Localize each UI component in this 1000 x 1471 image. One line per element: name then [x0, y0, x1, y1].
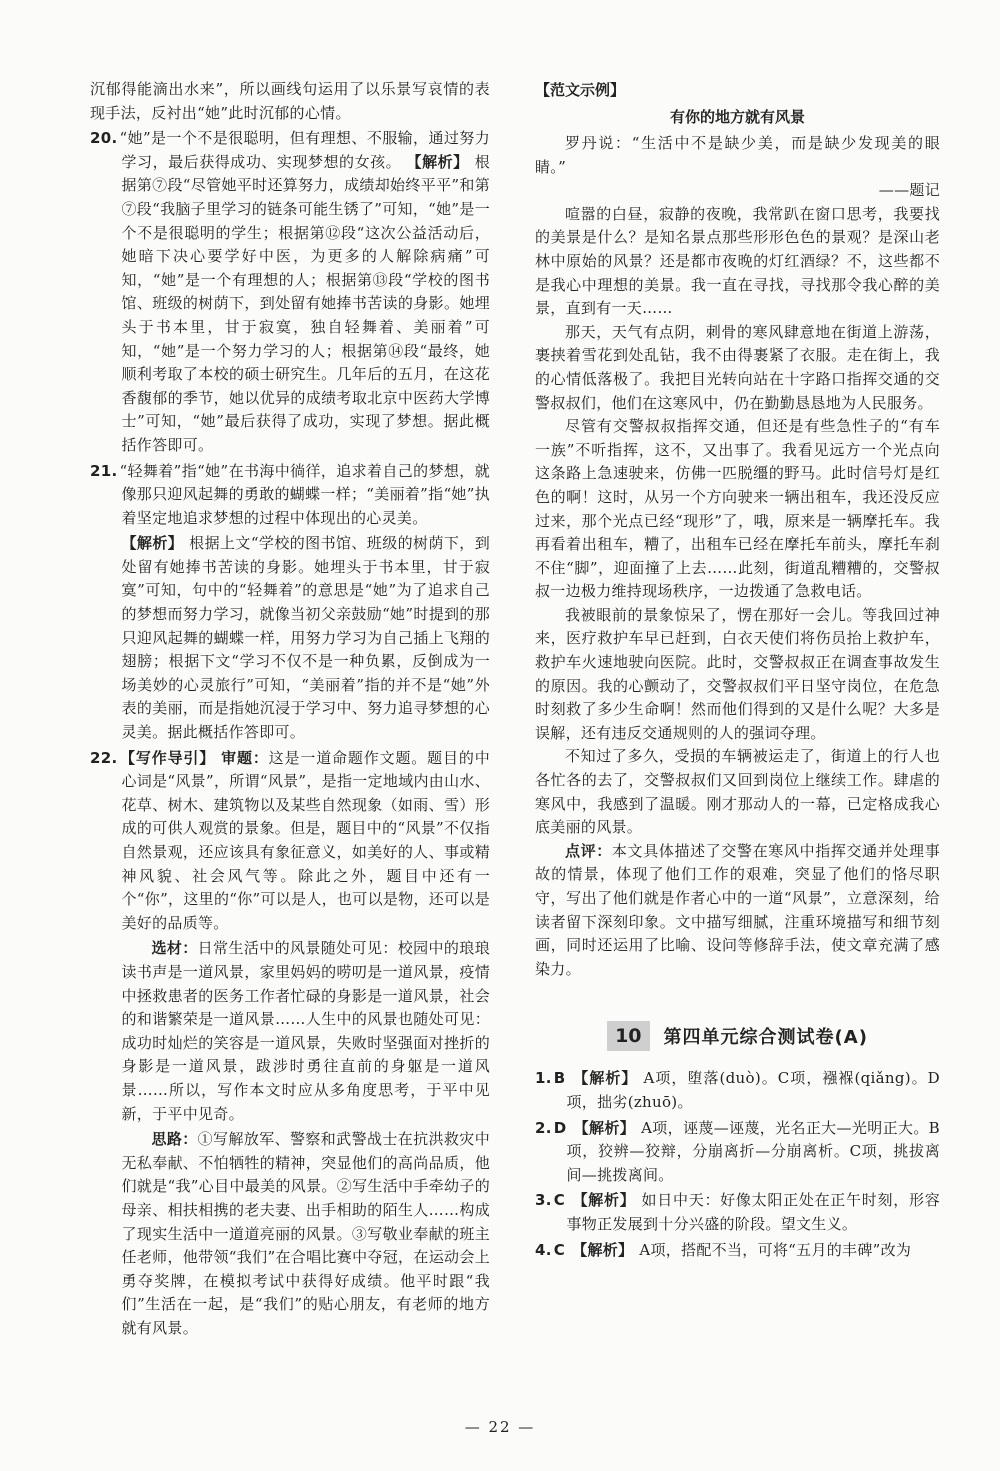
essay-paragraph: 尽管有交警叔叔指挥交通，但还是有些急性子的“有车一族”不听指挥，这不，又出事了。我看见远方一个光点向这条路上急速驶来，仿佛一匹脱缰的野马。此时信号灯是红色的啊！这时，从另一个方向驶来一辆出租车，我还没反应过来，那个光点已经“现形”了，哦，原来是一辆摩托车。我再看着出租车，糟了，出租车已经在摩托车前头，摩托车刹不住“脚”，迎面撞了上去……此刻，街道乱糟糟的，交警叔叔一边极力维持现场秩序，一边拨通了急救电话。: [535, 417, 940, 601]
comment-text: 本文具体描述了交警在寒风中指挥交通并处理事故的情景，体现了他们工作的艰难，突显了他们的恪尽职守，写出了他们就是作者心中的一道“风景”，立意深刻，给读者留下深刻印象。文中描写细腻，注重环境描写和细节刻画，同时还运用了比喻、设问等修辞手法，使文章充满了感染力。: [535, 841, 940, 978]
idea-text: ①写解放军、警察和武警战士在抗洪救灾中无私奉献、不怕牺牲的精神，突显他们的高尚品质，他们就是“我”心目中最美的风景。②写生活中手牵幼子的母亲、相扶相携的老夫妻、出手相助的陌生人……构成了现实生活中一道道亮丽的风景。③写敬业奉献的班主任老师，他带领“我们”在合唱比赛中夺冠，在运动会上勇夺奖牌，在模拟考试中获得好成绩。他平时跟“我们”生活在一起，是“我们”的贴心朋友，有老师的地方就有风景。: [121, 1130, 490, 1337]
analysis-text: 根据第⑦段“尽管她平时还算努力，成绩却始终平平”和第⑦段“我脑子里学习的链条可能生锈了”可知，“她”是一个不是很聪明的学生；根据第⑫段“这次公益活动后，她暗下决心要学好中医，为更多的人解除病痛”可知，“她”是一个有理想的人；根据第⑬段“学校的图书馆、班级的树荫下，到处留有她捧书苦读的身影。她埋头于书本里，甘于寂寞，独自轻舞着、美丽着”可知，“她”是一个努力学习的人；根据第⑭段“最终，她顺利考取了本校的硕士研究生。几年后的五月，在这花香馥郁的季节，她以优异的成绩考取北京中医药大学博士”可知，“她”最后获得了成功，实现了梦想。据此概括作答即可。: [121, 152, 491, 454]
answer-letter: B: [553, 1069, 566, 1088]
material-text: 日常生活中的风景随处可见：校园中的琅琅读书声是一道风景，家里妈妈的唠叨是一道风景，疫情中拯救患者的医务工作者忙碌的身影是一道风景，社会的和谐繁荣是一道风景……人生中的风景也随处可见：成功时灿烂的笑容是一道风景，失败时坚强面对挫折的身影是一道风景，跋涉时勇往直前的身躯是一道风景……所以，写作本文时应从多角度思考，于平中见新，于平中见奇。: [121, 939, 490, 1123]
analysis-tag: 【解析】: [572, 1240, 634, 1259]
question-22: [90, 747, 490, 936]
page-number: — 22 —: [464, 1418, 536, 1436]
answer-number: 3.: [535, 1191, 552, 1210]
sample-header: 【范文示例】: [535, 81, 626, 99]
analysis-tag: 【解析】: [121, 534, 184, 553]
answer-letter: C: [553, 1240, 566, 1259]
analysis-text: 根据上文“学校的图书馆、班级的树荫下，到处留有她捧书苦读的身影。她埋头于书本里，甘于寂寞”可知，句中的“轻舞着”的意思是“她”为了追求自己的梦想而努力学习，就像当初父亲鼓励“她”时提到的那只迎风起舞的蝴蝶一样，用努力学习为自己插上飞翔的翅膀；根据下文“学习不仅不是一种负累，反倒成为一场美妙的心灵旅行”可知，“美丽着”指的并不是“她”外表的美丽，而是指她沉浸于学习中、努力追寻梦想的心灵美。据此概括作答即可。: [121, 534, 491, 742]
material-lead: 选材：: [151, 939, 198, 958]
section-title: 第四单元综合测试卷(A): [663, 1027, 868, 1049]
comment-paragraph: [535, 840, 940, 982]
left-column: [90, 78, 490, 1342]
idea-paragraph: [90, 1128, 490, 1340]
analysis-text: A项，堕落(duò)。C项，襁褓(qiǎng)。D项，拙劣(zhuō)。: [566, 1069, 940, 1111]
analysis-text: 如日中天：好像太阳正处在正午时刻，形容事物正发展到十分兴盛的阶段。望文生义。: [566, 1191, 941, 1233]
answer-text: “轻舞着”指“她”在书海中徜徉，追求着自己的梦想，就像那只迎风起舞的勇敢的蝴蝶一样；“美丽着”指“她”执着坚定地追求梦想的过程中体现出的心灵美。: [119, 461, 490, 527]
epigraph-signature: ——题记: [878, 181, 940, 200]
idea-lead: 思路：: [151, 1130, 198, 1149]
answer-item: [535, 1067, 940, 1114]
analysis-tag: 【解析】: [572, 1191, 636, 1210]
answer-number: 1.: [535, 1069, 552, 1088]
intro-text: 沉郁得能滴出水来”，所以画线句运用了以乐景写哀情的表现手法，反衬出“她”此时沉郁的心情。: [90, 80, 490, 122]
guide-tag: 【写作导引】: [119, 748, 216, 767]
question-number: 21.: [90, 461, 118, 480]
analysis-text: A项，搭配不当，可将“五月的丰碑”改为: [639, 1240, 912, 1259]
answer-item: [535, 1117, 940, 1188]
answer-item: [535, 1189, 940, 1236]
epigraph: 罗丹说：“生活中不是缺少美，而是缺少发现美的眼睛。”: [535, 134, 940, 176]
question-number: 22.: [90, 748, 118, 767]
answer-number: 2.: [535, 1118, 552, 1137]
answer-number: 4.: [535, 1240, 552, 1259]
answer-letter: C: [553, 1191, 566, 1210]
answer-text: “她”是一个不是很聪明，但有理想、不服输，通过努力学习，最后获得成功、实现梦想的女孩。: [119, 129, 490, 171]
analysis-tag: 【解析】: [573, 1069, 638, 1088]
guide-lead: 审题：: [221, 748, 269, 767]
right-column: [535, 78, 940, 1264]
analysis-tag: 【解析】: [406, 152, 469, 171]
guide-text: 这是一道命题作文题。题目的中心词是“风景”，所谓“风景”，是指一定地域内由山水、花草、树木、建筑物以及某些自然现象（如雨、雪）形成的可供人观赏的景象。但是，题目中的“风景”不仅指自然景观，还应该具有象征意义，如美好的人、事或精神风貌、社会风气等。除此之外，题目中还有一个“你”，这里的“你”可以是人，也可以是物，还可以是美好的品质等。: [121, 748, 490, 932]
comment-lead: 点评：: [565, 841, 612, 860]
material-paragraph: [90, 937, 490, 1126]
section-number: 10: [607, 1021, 649, 1051]
analysis-tag: 【解析】: [573, 1118, 636, 1137]
essay-paragraph: 我被眼前的景象惊呆了，愣在那好一会儿。等我回过神来，医疗救护车早已赶到，白衣天使们将伤员抬上救护车，救护车火速地驶向医院。此时，交警叔叔正在调查事故发生的原因。我的心颤动了，交警叔叔们平日坚守岗位，在危急时刻救了多少生命啊！然而他们得到的又是什么呢？大多是误解，还有违反交通规则的人的强词夺理。: [535, 605, 940, 742]
question-21-analysis: [90, 532, 490, 744]
question-21: [90, 460, 490, 531]
question-number: 20.: [90, 129, 118, 148]
section-heading: [535, 1021, 940, 1051]
essay-paragraph: 不知过了多久，受损的车辆被运走了，街道上的行人也各忙各的去了，交警叔叔们又回到岗位上继续工作。肆虐的寒风中，我感到了温暖。刚才那动人的一幕，已定格成我心底美丽的风景。: [535, 747, 940, 837]
essay-paragraph: 喧嚣的白昼，寂静的夜晚，我常趴在窗口思考，我要找的美景是什么？是知名景点那些形形色色的景观？是深山老林中原始的风景？还是都市夜晚的灯红酒绿？不，这些都不是我心中理想的美景。我一直在寻找，寻找那令我心醉的美景，直到有一天……: [535, 204, 940, 318]
essay-paragraph: 那天，天气有点阴，刺骨的寒风肆意地在街道上游荡，裹挟着雪花到处乱钻，我不由得裹紧了衣服。走在街上，我的心情低落极了。我把目光转向站在十字路口指挥交通的交警叔叔们，他们在这寒风中，仍在勤勤恳恳地为人民服务。: [535, 322, 940, 412]
answer-letter: D: [553, 1118, 567, 1137]
analysis-text: A项，诬蔑—诬蔑，光名正大—光明正大。B项，狡辨—狡辩，分崩离折—分崩离析。C项，挑拔离间—挑拨离间。: [566, 1118, 940, 1184]
answer-item: [535, 1239, 940, 1263]
question-20: [90, 127, 490, 457]
essay-title: 有你的地方就有风景: [669, 108, 805, 126]
